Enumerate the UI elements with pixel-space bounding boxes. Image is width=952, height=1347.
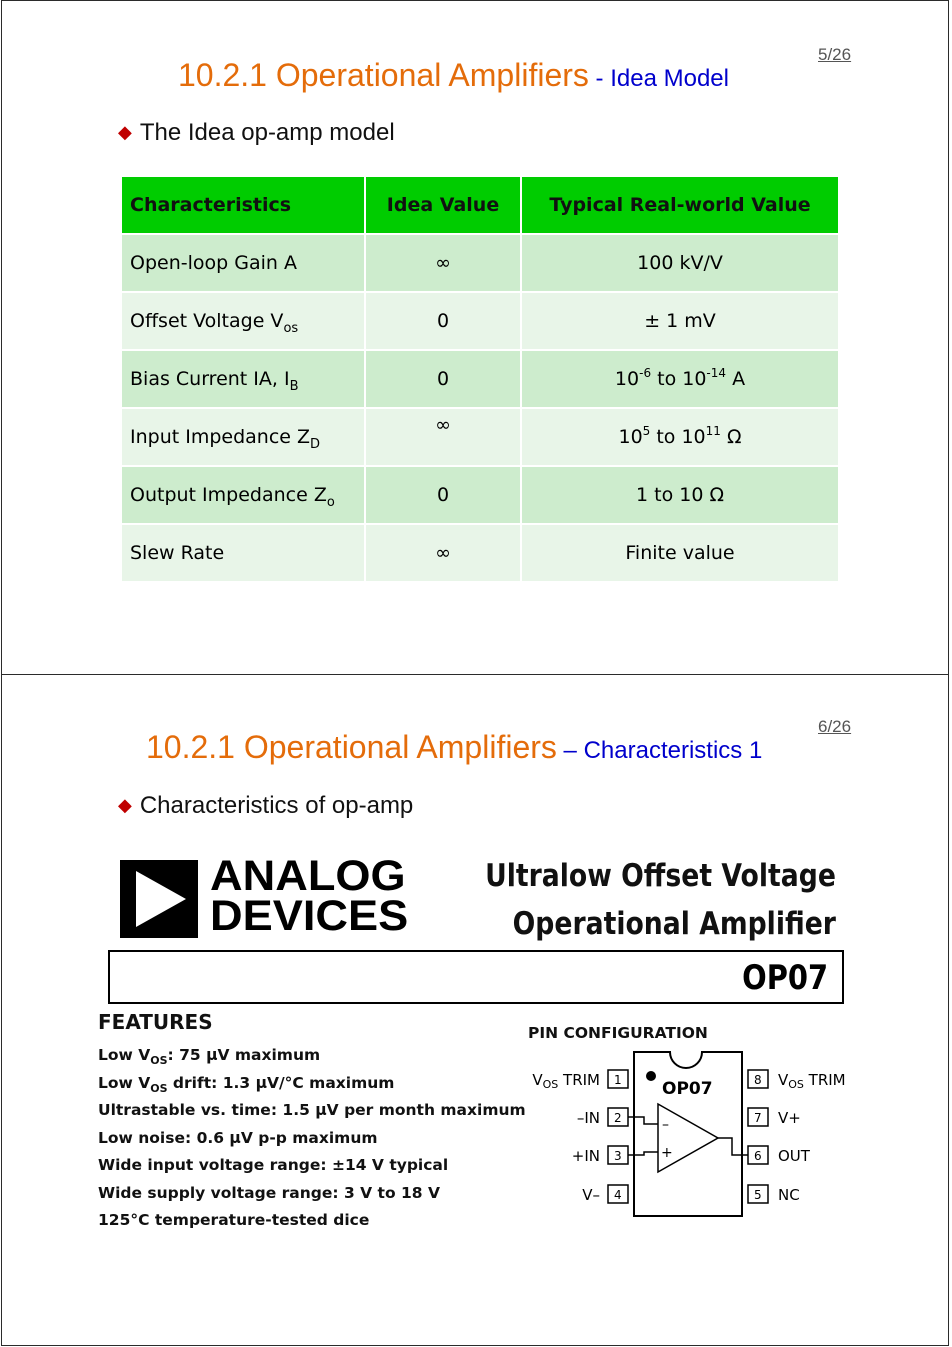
ideal-value-cell: 0 xyxy=(365,350,521,408)
features-list xyxy=(98,1044,526,1237)
features-title: FEATURES xyxy=(98,1010,213,1034)
table-row xyxy=(121,524,839,582)
characteristic-subscript: B xyxy=(289,379,299,394)
pin-number: 4 xyxy=(614,1188,622,1202)
pin-number: 3 xyxy=(614,1149,622,1163)
pin-configuration-title: PIN CONFIGURATION xyxy=(528,1024,708,1042)
value-exponent: 11 xyxy=(705,424,721,438)
table-row xyxy=(121,408,839,466)
characteristic-name: Offset Voltage V xyxy=(130,310,284,332)
bullet-item xyxy=(118,792,413,820)
title-main: 10.2.1 Operational Amplifiers xyxy=(146,729,557,765)
characteristic-name: Input Impedance Z xyxy=(130,426,311,448)
bullet-item xyxy=(118,119,395,147)
characteristic-cell xyxy=(121,350,365,408)
value-unit: A xyxy=(726,368,746,390)
characteristic-name: Output Impedance Z xyxy=(130,484,327,506)
pin-number: 6 xyxy=(754,1149,762,1163)
pin-label: V– xyxy=(582,1186,600,1204)
title-subtitle: – Characteristics 1 xyxy=(556,737,763,764)
characteristic-cell xyxy=(121,524,365,582)
diamond-bullet-icon: ◆ xyxy=(118,122,132,142)
typical-value-cell xyxy=(521,408,839,466)
characteristic-name: Open-loop Gain A xyxy=(130,252,297,274)
value-part: 10 xyxy=(614,368,640,390)
ideal-value-cell: 0 xyxy=(365,466,521,524)
bullet-text: Characteristics of op-amp xyxy=(139,792,414,819)
pin-number: 2 xyxy=(614,1111,622,1125)
table-row xyxy=(121,292,839,350)
typical-value-cell: Finite value xyxy=(521,524,839,582)
ideal-value-cell xyxy=(365,408,521,466)
feature-item: Low noise: 0.6 μV p-p maximum xyxy=(98,1128,378,1147)
pin-number: 8 xyxy=(754,1073,762,1087)
part-number-box xyxy=(108,950,844,1004)
characteristic-cell xyxy=(121,466,365,524)
column-header: Typical Real-world Value xyxy=(521,176,839,234)
typical-value-cell: ± 1 mV xyxy=(521,292,839,350)
typical-value-cell: 1 to 10 Ω xyxy=(521,466,839,524)
plus-sign: + xyxy=(661,1145,673,1161)
diamond-bullet-icon: ◆ xyxy=(118,795,132,815)
characteristic-subscript: o xyxy=(326,495,335,510)
column-header: Characteristics xyxy=(121,176,365,234)
value-exponent: -14 xyxy=(706,366,727,380)
characteristic-cell xyxy=(121,408,365,466)
part-number: OP07 xyxy=(742,958,828,998)
typical-value-cell xyxy=(521,350,839,408)
typical-value-cell: 100 kV/V xyxy=(521,234,839,292)
pin-number: 7 xyxy=(754,1111,762,1125)
pin-label: –IN xyxy=(576,1109,600,1127)
pin-label: $V_{OS}$ TRIM xyxy=(532,1071,600,1091)
chip-label: OP07 xyxy=(662,1079,713,1099)
characteristic-name: Bias Current IA, I xyxy=(130,368,290,390)
feature-item: Low $V_{OS}$ drift: 1.3 μV/°C maximum xyxy=(98,1073,395,1095)
value-exponent: -6 xyxy=(639,366,652,380)
pin-label: NC xyxy=(778,1186,800,1204)
pin-label: $V_{OS}$ TRIM xyxy=(778,1071,846,1091)
logo-line-2: DEVICES xyxy=(210,892,409,940)
pin-label: +IN xyxy=(571,1147,600,1165)
pin-label: V+ xyxy=(778,1109,801,1127)
characteristic-cell xyxy=(121,292,365,350)
ideal-model-table xyxy=(120,175,840,583)
minus-sign: – xyxy=(662,1117,669,1133)
company-logo-text xyxy=(210,852,409,940)
value-part: to 10 xyxy=(650,426,706,448)
pin-number: 5 xyxy=(754,1188,762,1202)
play-triangle-icon xyxy=(120,860,198,938)
analog-devices-logo-icon xyxy=(120,860,198,938)
pin-number: 1 xyxy=(614,1073,622,1087)
feature-item: Wide supply voltage range: 3 V to 18 V xyxy=(98,1183,440,1202)
ideal-value: ∞ xyxy=(435,414,451,436)
slide-5 xyxy=(1,0,949,675)
value-unit: Ω xyxy=(720,426,742,448)
feature-item: 125°C temperature-tested dice xyxy=(98,1211,370,1229)
pin-label: OUT xyxy=(778,1147,810,1165)
characteristic-subscript: D xyxy=(310,437,321,452)
slide-title xyxy=(178,57,729,94)
ideal-value-cell: 0 xyxy=(365,292,521,350)
page-number: 5/26 xyxy=(818,45,852,64)
slide-title xyxy=(146,729,762,766)
value-part: to 10 xyxy=(651,368,707,390)
feature-item: Ultrastable vs. time: 1.5 μV per month maximum xyxy=(98,1101,526,1119)
datasheet-heading-line-2: Operational Amplifier xyxy=(512,906,836,942)
pin1-dot-icon xyxy=(646,1071,656,1081)
table-row xyxy=(121,466,839,524)
characteristic-subscript: os xyxy=(283,321,299,336)
table-row xyxy=(121,350,839,408)
logo-line-1: ANALOG xyxy=(210,852,406,900)
value-part: 10 xyxy=(618,426,643,448)
characteristic-cell xyxy=(121,234,365,292)
title-subtitle: - Idea Model xyxy=(588,65,729,92)
ideal-value-cell: ∞ xyxy=(365,234,521,292)
page-number: 6/26 xyxy=(818,717,852,736)
pin-configuration-diagram xyxy=(520,1046,860,1226)
characteristic-name: Slew Rate xyxy=(130,542,225,564)
table-row xyxy=(121,234,839,292)
datasheet-heading-line-1: Ultralow Offset Voltage xyxy=(485,858,836,894)
feature-item: Wide input voltage range: ±14 V typical xyxy=(98,1156,449,1174)
ideal-value-cell: ∞ xyxy=(365,524,521,582)
feature-item: Low $V_{OS}$: 75 μV maximum xyxy=(98,1046,321,1068)
table-header-row xyxy=(121,176,839,234)
value-exponent: 5 xyxy=(642,424,651,438)
column-header: Idea Value xyxy=(365,176,521,234)
bullet-text: The Idea op-amp model xyxy=(139,119,395,146)
title-main: 10.2.1 Operational Amplifiers xyxy=(178,57,589,93)
